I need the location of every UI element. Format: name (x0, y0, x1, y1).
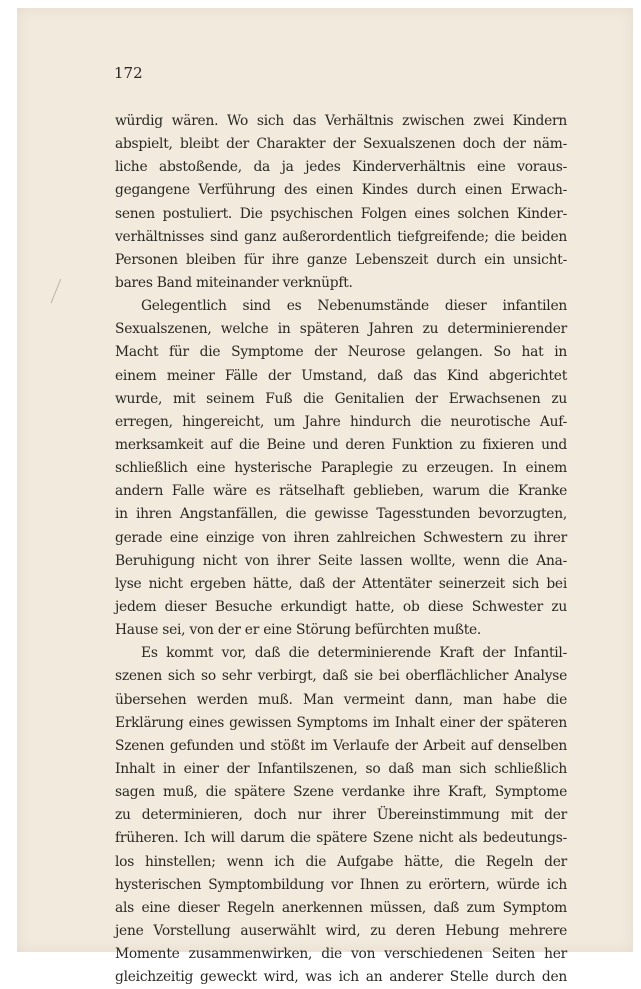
text-line: gerade eine einzige von ihren zahlreichen Schwestern zu ihrer (115, 529, 567, 546)
text-line: wurde, mit seinem Fuß die Genitalien der Erwachsenen zu (115, 390, 567, 407)
text-line: würdig wären. Wo sich das Verhältnis zwischen zwei Kindern (115, 113, 567, 129)
text-line: Sexualszenen, welche in späteren Jahren zu determinierender (115, 321, 567, 338)
text-line: Inhalt in einer der Infantilszenen, so daß man sich schließlich (115, 760, 567, 777)
text-line: Erklärung eines gewissen Symptoms im Inhalt einer der späteren (115, 714, 567, 731)
text-line: senen postuliert. Die psychischen Folgen eines solchen Kinder- (115, 205, 567, 222)
text-line: bares Band miteinander verknüpft. (115, 274, 353, 291)
text-line: andern Falle wäre es rätselhaft geblieben, warum die Kranke (115, 483, 567, 500)
text-line: hysterischen Symptombildung vor Ihnen zu erörtern, würde ich (115, 876, 567, 893)
text-line: lyse nicht ergeben hätte, daß der Attentäter seinerzeit sich bei (115, 575, 567, 592)
text-line: gegangene Verführung des einen Kindes durch einen Erwach- (115, 182, 567, 199)
text-line: abspielt, bleibt der Charakter der Sexualszenen doch der näm- (115, 136, 567, 153)
text-line: in ihren Angstanfällen, die gewisse Tagesstunden bevorzugten, (115, 506, 567, 523)
text-line: Szenen gefunden und stößt im Verlaufe der Arbeit auf denselben (115, 737, 567, 754)
text-line: einem meiner Fälle der Umstand, daß das Kind abgerichtet (115, 367, 567, 384)
text-line: als eine dieser Regeln anerkennen müssen, daß zum Symptom (115, 899, 567, 916)
paragraph-start-line: Gelegentlich sind es Nebenumstände dieser infantilen (141, 298, 567, 315)
text-line: schließlich eine hysterische Paraplegie zu erzeugen. In einem (115, 460, 567, 477)
text-line: früheren. Ich will darum die spätere Szene nicht als bedeutungs- (115, 830, 567, 847)
text-line: jene Vorstellung auserwählt wird, zu deren Hebung mehrere (115, 922, 567, 939)
body-text (115, 110, 567, 989)
text-line: Hause sei, von der er eine Störung befürchten mußte. (115, 622, 482, 639)
text-line: erregen, hingereicht, um Jahre hindurch die neurotische Auf- (115, 413, 567, 430)
text-line: verhältnisses sind ganz außerordentlich tiefgreifende; die beiden (115, 228, 567, 245)
text-line: gleichzeitig geweckt wird, was ich an anderer Stelle durch den (115, 969, 567, 986)
text-line: Momente zusammenwirken, die von verschiedenen Seiten her (115, 946, 567, 963)
text-line: liche abstoßende, da ja jedes Kinderverhältnis eine voraus- (115, 159, 567, 176)
text-line: zu determinieren, doch nur ihrer Übereinstimmung mit der (115, 807, 567, 824)
margin-mark (51, 279, 71, 307)
text-line: merksamkeit auf die Beine und deren Funktion zu fixieren und (115, 436, 567, 453)
text-line: los hinstellen; wenn ich die Aufgabe hätte, die Regeln der (115, 853, 567, 870)
text-line: szenen sich so sehr verbirgt, daß sie bei oberflächlicher Analyse (115, 668, 567, 685)
text-line: übersehen werden muß. Man vermeint dann, man habe die (115, 691, 567, 708)
page-number: 172 (114, 64, 143, 82)
text-line: Personen bleiben für ihre ganze Lebenszeit durch ein unsicht- (115, 251, 567, 268)
text-line: Macht für die Symptome der Neurose gelangen. So hat in (115, 344, 567, 361)
paragraph-start-line: Es kommt vor, daß die determinierende Kraft der Infantil- (141, 645, 567, 662)
text-line: jedem dieser Besuche erkundigt hatte, ob diese Schwester zu (115, 598, 567, 615)
text-line: Beruhigung nicht von ihrer Seite lassen wollte, wenn die Ana- (115, 552, 567, 569)
text-line: sagen muß, die spätere Szene verdanke ihre Kraft, Symptome (115, 784, 567, 801)
